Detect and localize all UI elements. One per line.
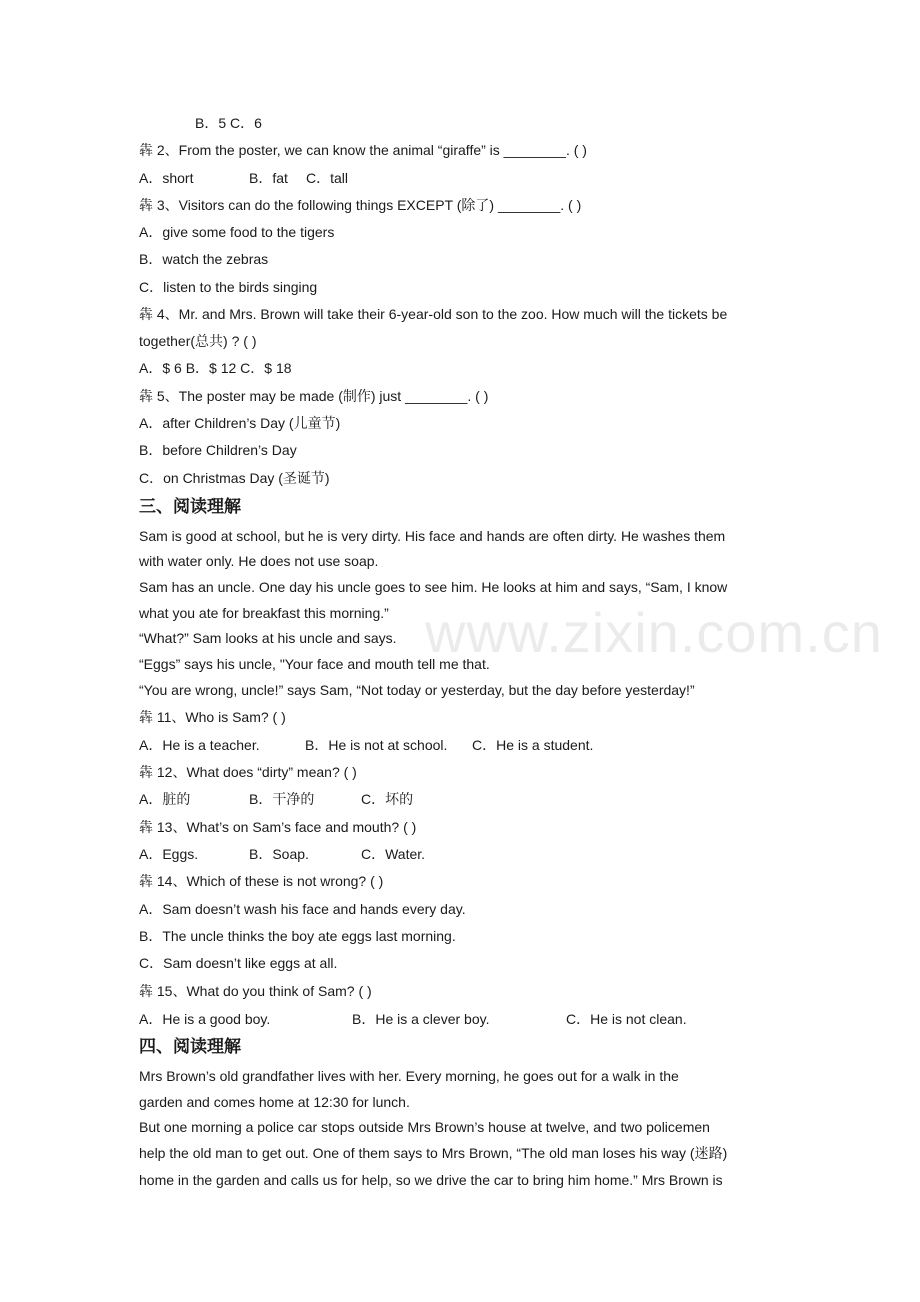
text-line: A．$ 6 B．$ 12 C．$ 18: [139, 360, 292, 376]
text-line: B．5 C．6: [195, 115, 262, 131]
text-line: 犇 11、Who is Sam? ( ): [139, 709, 286, 725]
text-line: Sam is good at school, but he is very dirty. His face and hands are often dirty. He washes them: [139, 528, 726, 544]
text-line: C．listen to the birds singing: [139, 279, 318, 295]
text-line: 犇 13、What’s on Sam’s face and mouth? ( ): [139, 819, 417, 835]
answer-option: A．He is a good boy.: [139, 1011, 271, 1027]
text-line: garden and comes home at 12:30 for lunch.: [139, 1094, 410, 1110]
answer-option: C．He is not clean.: [566, 1011, 687, 1027]
text-line: “You are wrong, uncle!” says Sam, “Not today or yesterday, but the day before yesterday!”: [139, 682, 695, 698]
text-line: together(总共) ? ( ): [139, 333, 257, 349]
text-line: C．Sam doesn’t like eggs at all.: [139, 955, 338, 971]
text-line: 犇 14、Which of these is not wrong? ( ): [139, 873, 384, 889]
text-line: with water only. He does not use soap.: [139, 553, 379, 569]
text-line: C．on Christmas Day (圣诞节): [139, 470, 330, 486]
text-line: 犇 4、Mr. and Mrs. Brown will take their 6-year-old son to the zoo. How much will the tickets be: [139, 306, 728, 322]
text-line: B．watch the zebras: [139, 251, 269, 267]
watermark: www.zixin.com.cn: [425, 601, 883, 664]
answer-option: B．He is a clever boy.: [352, 1011, 490, 1027]
text-line: B．before Children’s Day: [139, 442, 297, 458]
answer-option: A．He is a teacher.: [139, 737, 260, 753]
section-heading: 三、阅读理解: [139, 497, 241, 516]
text-line: A．Sam doesn’t wash his face and hands every day.: [139, 901, 466, 917]
section-heading: 四、阅读理解: [139, 1037, 241, 1056]
answer-option: B．Soap.: [249, 846, 309, 862]
text-line: 犇 5、The poster may be made (制作) just ________. ( ): [139, 388, 489, 404]
text-line: “Eggs” says his uncle, "Your face and mouth tell me that.: [139, 656, 490, 672]
text-line: A．give some food to the tigers: [139, 224, 335, 240]
text-line: help the old man to get out. One of them says to Mrs Brown, “The old man loses his way (迷路): [139, 1145, 728, 1161]
text-line: 犇 15、What do you think of Sam? ( ): [139, 983, 372, 999]
text-line: “What?” Sam looks at his uncle and says.: [139, 630, 397, 646]
text-line: 犇 2、From the poster, we can know the animal “giraffe” is ________. ( ): [139, 142, 587, 158]
text-line: B．The uncle thinks the boy ate eggs last morning.: [139, 928, 456, 944]
answer-option: A．Eggs.: [139, 846, 199, 862]
answer-option: B．干净的: [249, 791, 315, 807]
answer-option: C．He is a student.: [472, 737, 594, 753]
text-line: 犇 12、What does “dirty” mean? ( ): [139, 764, 357, 780]
text-line: 犇 3、Visitors can do the following things EXCEPT (除了) ________. ( ): [139, 197, 582, 213]
text-line: home in the garden and calls us for help, so we drive the car to bring him home.” Mrs Brown is: [139, 1172, 723, 1188]
text-line: Sam has an uncle. One day his uncle goes to see him. He looks at him and says, “Sam, I know: [139, 579, 728, 595]
answer-option: C．tall: [306, 170, 349, 186]
answer-option: A．short: [139, 170, 194, 186]
answer-option: C．Water.: [361, 846, 426, 862]
answer-option: C．坏的: [361, 791, 414, 807]
answer-option: B．fat: [249, 170, 288, 186]
answer-option: B．He is not at school.: [305, 737, 448, 753]
text-line: A．after Children’s Day (儿童节): [139, 415, 341, 431]
text-line: But one morning a police car stops outside Mrs Brown’s house at twelve, and two policemen: [139, 1119, 710, 1135]
answer-option: A．脏的: [139, 791, 191, 807]
text-line: Mrs Brown’s old grandfather lives with her. Every morning, he goes out for a walk in the: [139, 1068, 679, 1084]
text-line: what you ate for breakfast this morning.”: [139, 605, 389, 621]
